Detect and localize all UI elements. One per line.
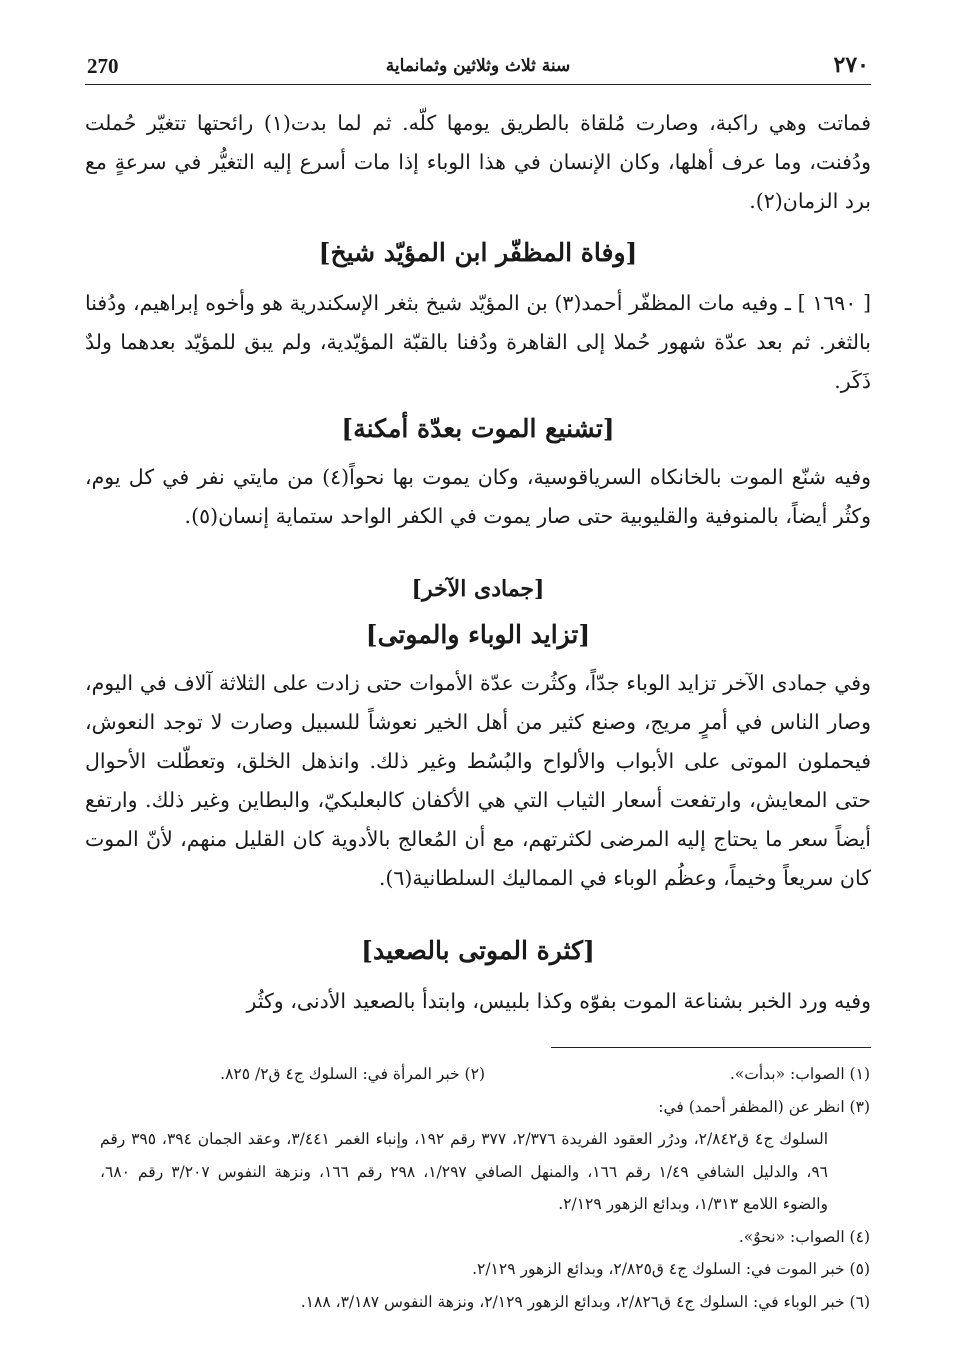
footnote-5: (٥) خبر الموت في: السلوك ج٤ ق٢/٨٢٥، وبدائع الزهور ٢/١٢٩. [472,1260,870,1278]
footnote-6: (٦) خبر الوباء في: السلوك ج٤ ق٢/٨٢٦، وبدائع الزهور ٢/١٢٩، ونزهة النفوس ٣/١٨٧، ١٨٨. [300,1292,870,1311]
page-number-latin: 270 [87,54,119,78]
footnote-separator [551,1047,871,1048]
section-paragraph-plague-increase: وفي جمادى الآخر تزايد الوباء جدّاً، وكثُرت عدّة الأموات حتى زادت على الثلاثة آلاف في اليوم، وصار الناس في أمرٍ مريج، وصنع كثير من أهل الخير نعوشاً للسبيل وصارت لا توجد النعوش، فيحملون الموتى على الأبواب والألواح والبُسُط وغير ذلك. وانذهل الخلق، وتعطّلت الأحوال حتى المعايش، وارتفعت أسعار الثياب التي هي الأكفان كالبعلبكيّ، والبطاين وغير ذلك. وارتفع أيضاً سعر ما يحتاج إليه المرضى لكثرتهم، مع أن المُعالج بالأدوية كان القليل منهم، لأنّ الموت كان سريعاً وخيماً، وعظُم الوباء في الممالیك السلطانية(٦). [85,671,871,890]
section-paragraph-plague-places: وفيه شنّع الموت بالخانكاه السرياقوسية، وكان يموت بها نحواً(٤) من مايتي نفر في كل يوم، وكثُر أيضاً، بالمنوفية والقليوبية حتى صار يموت في الكفر الواحد ستماية إنسان(٥). [85,465,871,528]
section-paragraph-muzaffar-death: [ ١٦٩٠ ] ـ وفيه مات المظفّر أحمد(٣) بن المؤيّد شيخ بثغر الإسكندرية هو وأخوه إبراهيم، ودُفنا بالثغر. ثم بعد عدّة شهور حُملا إلى القاهرة ودُفنا بالقبّة المؤيّدية، ولم يبق للمؤيّد بعدهما ولدٌ ذَكَر. [85,291,872,393]
footnote-4: (٤) الصواب: «نحوٌ». [738,1227,870,1246]
section-heading-muzaffar-death: [وفاة المظفّر ابن المؤيّد شيخ] [318,238,638,267]
running-title: سنة ثلاث وثلاثين وثمانماية [385,56,571,76]
section-heading-jumada: [جمادى الآخر] [411,576,545,602]
page-number-arabic: ٢٧٠ [833,52,869,78]
intro-paragraph: فماتت وهي راكبة، وصارت مُلقاة بالطريق يومها كلّه. ثم لما بدت(١) رائحتها تتغيّر حُملت ودُفنت، وما عرف أهلها، وكان الإنسان في هذا الوباء إذا مات أسرع إليه التغيُّر في سرعةٍ مع برد الزمان(٢). [85,111,871,213]
footnote-3-body: السلوك ج٤ ق٢/٨٤٢، ودرُر العقود الفريدة ٢/٣٧٦، ٣٧٧ رقم ١٩٢، وإنباء الغمر ٣/٤٤١، وعقد الجمان ٣٩٤، ٣٩٥ رقم ٩٦، والدليل الشافي ١/٤٩ رقم ١٦٦، والمنهل الصافي ١/٢٩٧، ٢٩٨ رقم ١٦٦، ونزهة النفوس ٣/٢٠٧ رقم ٦٨٠، والضوء اللامع ١/٣١٣، وبدائع الزهور ٢/١٢٩. [100,1130,829,1213]
footnote-1: (١) الصواب: «بدأت». [729,1065,870,1083]
footnote-2: (٢) خبر المرأة في: السلوك ج٤ ق٢/ ٨٢٥. [220,1065,485,1083]
section-paragraph-upper-egypt: وفيه ورد الخبر بشناعة الموت بفوّه وكذا بلبيس، وابتدأ بالصعيد الأدنى، وكثُر [246,989,871,1013]
footnote-3-head: (٣) انظر عن (المظفر أحمد) في: [658,1097,870,1116]
section-heading-upper-egypt: [كثرة الموتى بالصعيد] [361,936,595,965]
section-heading-plague-increase: [تزايد الوباء والموتى] [365,620,591,649]
footnotes [100,1058,870,1318]
footnote-row-1-2 [100,1058,870,1091]
section-heading-plague-places: [تشنيع الموت بعدّة أمكنة] [341,414,615,443]
page-header [85,52,871,85]
